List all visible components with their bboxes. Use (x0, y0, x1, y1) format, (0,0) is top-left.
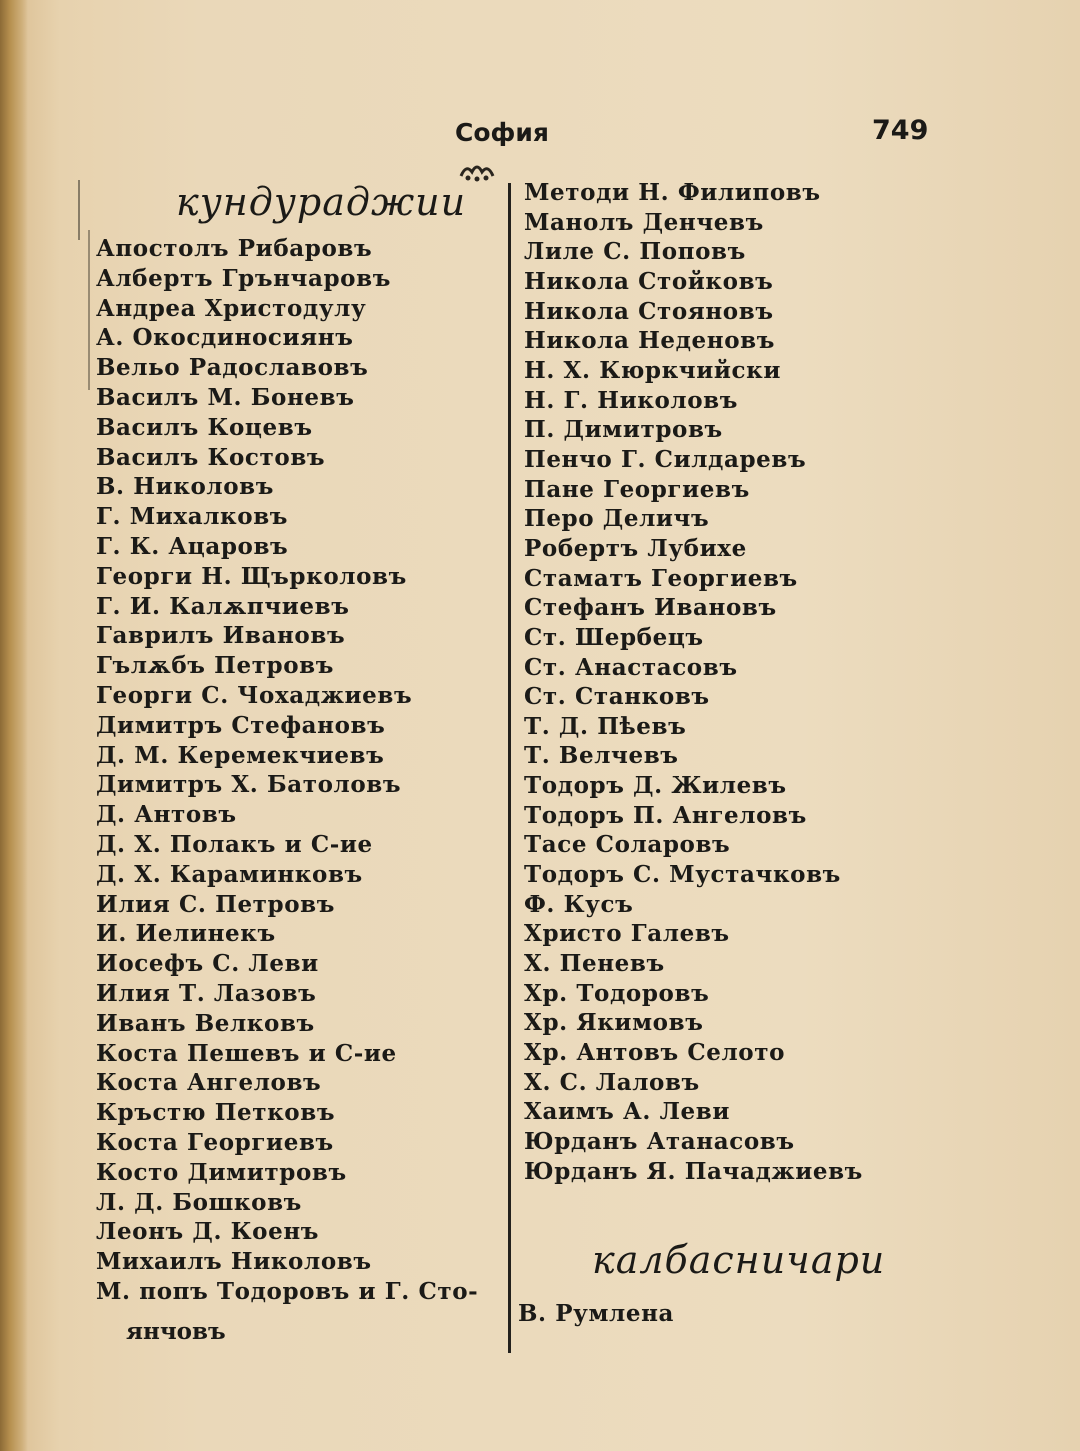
list-entry: Албертъ Грънчаровъ (96, 264, 391, 292)
list-entry: Н. Х. Кюркчийски (524, 356, 782, 384)
list-entry: И. Иелинекъ (96, 920, 276, 948)
list-entry: Г. Михалковъ (96, 503, 289, 531)
list-entry: Х. Пеневъ (524, 950, 665, 978)
list-entry-continuation: янчовъ (126, 1318, 226, 1345)
list-entry: Косто Димитровъ (96, 1158, 347, 1186)
list-entry: Георги С. Чохаджиевъ (96, 681, 413, 709)
page-number: 749 (872, 115, 929, 146)
list-entry: Хр. Тодоровъ (524, 979, 710, 1007)
list-entry: Тодоръ Д. Жилевъ (524, 772, 787, 800)
list-entry: Пенчо Г. Силдаревъ (524, 445, 807, 473)
list-entry: Тодоръ С. Мустачковъ (524, 861, 841, 889)
list-entry: Михаилъ Николовъ (96, 1248, 372, 1276)
list-entry: В. Румлена (518, 1300, 675, 1327)
list-entry: Юрданъ Я. Пачаджиевъ (524, 1157, 863, 1185)
list-entry: Д. Х. Полакъ и С-ие (96, 830, 373, 858)
list-entry: Пане Георгиевъ (524, 475, 750, 503)
list-entry: Гаврилъ Ивановъ (96, 622, 346, 650)
margin-mark (78, 180, 80, 240)
list-entry: Манолъ Денчевъ (524, 208, 764, 236)
list-entry: Тасе Соларовъ (524, 831, 731, 859)
right-column (524, 178, 863, 1186)
list-entry: Д. Х. Караминковъ (96, 860, 363, 888)
list-entry: Методи Н. Филиповъ (524, 179, 821, 206)
list-entry: В. Николовъ (96, 473, 274, 501)
list-entry: Хр. Антовъ Селото (524, 1039, 786, 1067)
list-entry: Леонъ Д. Коенъ (96, 1218, 320, 1246)
running-head: София (455, 118, 549, 147)
list-entry: Г. И. Калѫпчиевъ (96, 592, 350, 620)
list-entry: Георги Н. Щърколовъ (96, 562, 407, 590)
list-entry: Апостолъ Рибаровъ (96, 235, 373, 262)
list-entry: Никола Стояновъ (524, 297, 774, 325)
list-entry: Н. Г. Николовъ (524, 386, 738, 414)
list-entry: Кръстю Петковъ (96, 1099, 336, 1127)
list-entry: Коста Георгиевъ (96, 1128, 334, 1156)
list-entry: Хр. Якимовъ (524, 1009, 704, 1037)
list-entry: Тодоръ П. Ангеловъ (524, 801, 807, 829)
list-entry: Д. Антовъ (96, 801, 237, 829)
list-entry: Ст. Анастасовъ (524, 653, 738, 681)
list-entry: Ст. Станковъ (524, 683, 710, 711)
list-entry: А. Окосдиносиянъ (96, 324, 354, 352)
list-entry: Л. Д. Бошковъ (96, 1188, 302, 1216)
left-column (96, 234, 478, 1307)
list-entry: Т. Велчевъ (524, 742, 679, 770)
list-entry: Перо Деличъ (524, 505, 710, 533)
list-entry: Коста Пешевъ и С-ие (96, 1039, 397, 1067)
list-entry: Стаматъ Георгиевъ (524, 564, 798, 592)
list-entry: Т. Д. Пѣевъ (524, 712, 687, 740)
list-entry: Никола Неденовъ (524, 327, 775, 355)
list-entry: Димитръ Стефановъ (96, 711, 386, 739)
list-entry: М. попъ Тодоровъ и Г. Сто- (96, 1277, 479, 1305)
list-entry: Ст. Шербецъ (524, 623, 704, 651)
list-entry: Коста Ангеловъ (96, 1069, 322, 1097)
column-divider (508, 183, 511, 1353)
list-entry: П. Димитровъ (524, 416, 723, 444)
section-heading-shoemakers: кундураджии (176, 180, 467, 224)
list-entry: Вельо Радославовъ (96, 354, 369, 382)
list-entry: Д. М. Керемекчиевъ (96, 741, 385, 769)
list-entry: Христо Галевъ (524, 920, 730, 948)
list-entry: Г. К. Ацаровъ (96, 532, 289, 560)
list-entry: Ф. Кусъ (524, 890, 634, 918)
section-heading-sausage-makers: калбасничари (592, 1238, 886, 1282)
list-entry: Хаимъ А. Леви (524, 1098, 730, 1126)
book-spine-shadow (0, 0, 28, 1451)
list-entry: Лиле С. Поповъ (524, 238, 746, 266)
list-entry: Стефанъ Ивановъ (524, 594, 777, 622)
list-entry: Андреа Христодулу (96, 294, 367, 322)
list-entry: Илия С. Петровъ (96, 890, 335, 918)
list-entry: Василъ Коцевъ (96, 413, 313, 441)
list-entry: Василъ Костовъ (96, 443, 326, 471)
list-entry: Х. С. Лаловъ (524, 1068, 700, 1096)
list-entry: Илия Т. Лазовъ (96, 979, 317, 1007)
list-entry: Никола Стойковъ (524, 267, 774, 295)
margin-mark (88, 230, 90, 390)
list-entry: Димитръ Х. Батоловъ (96, 771, 402, 799)
list-entry: Робертъ Лубихе (524, 534, 747, 562)
list-entry: Юрданъ Атанасовъ (524, 1128, 795, 1155)
list-entry: Иосефъ С. Леви (96, 950, 319, 978)
list-entry: Иванъ Велковъ (96, 1009, 315, 1037)
list-entry: Гълѫбъ Петровъ (96, 652, 335, 680)
list-entry: Василъ М. Боневъ (96, 383, 355, 411)
